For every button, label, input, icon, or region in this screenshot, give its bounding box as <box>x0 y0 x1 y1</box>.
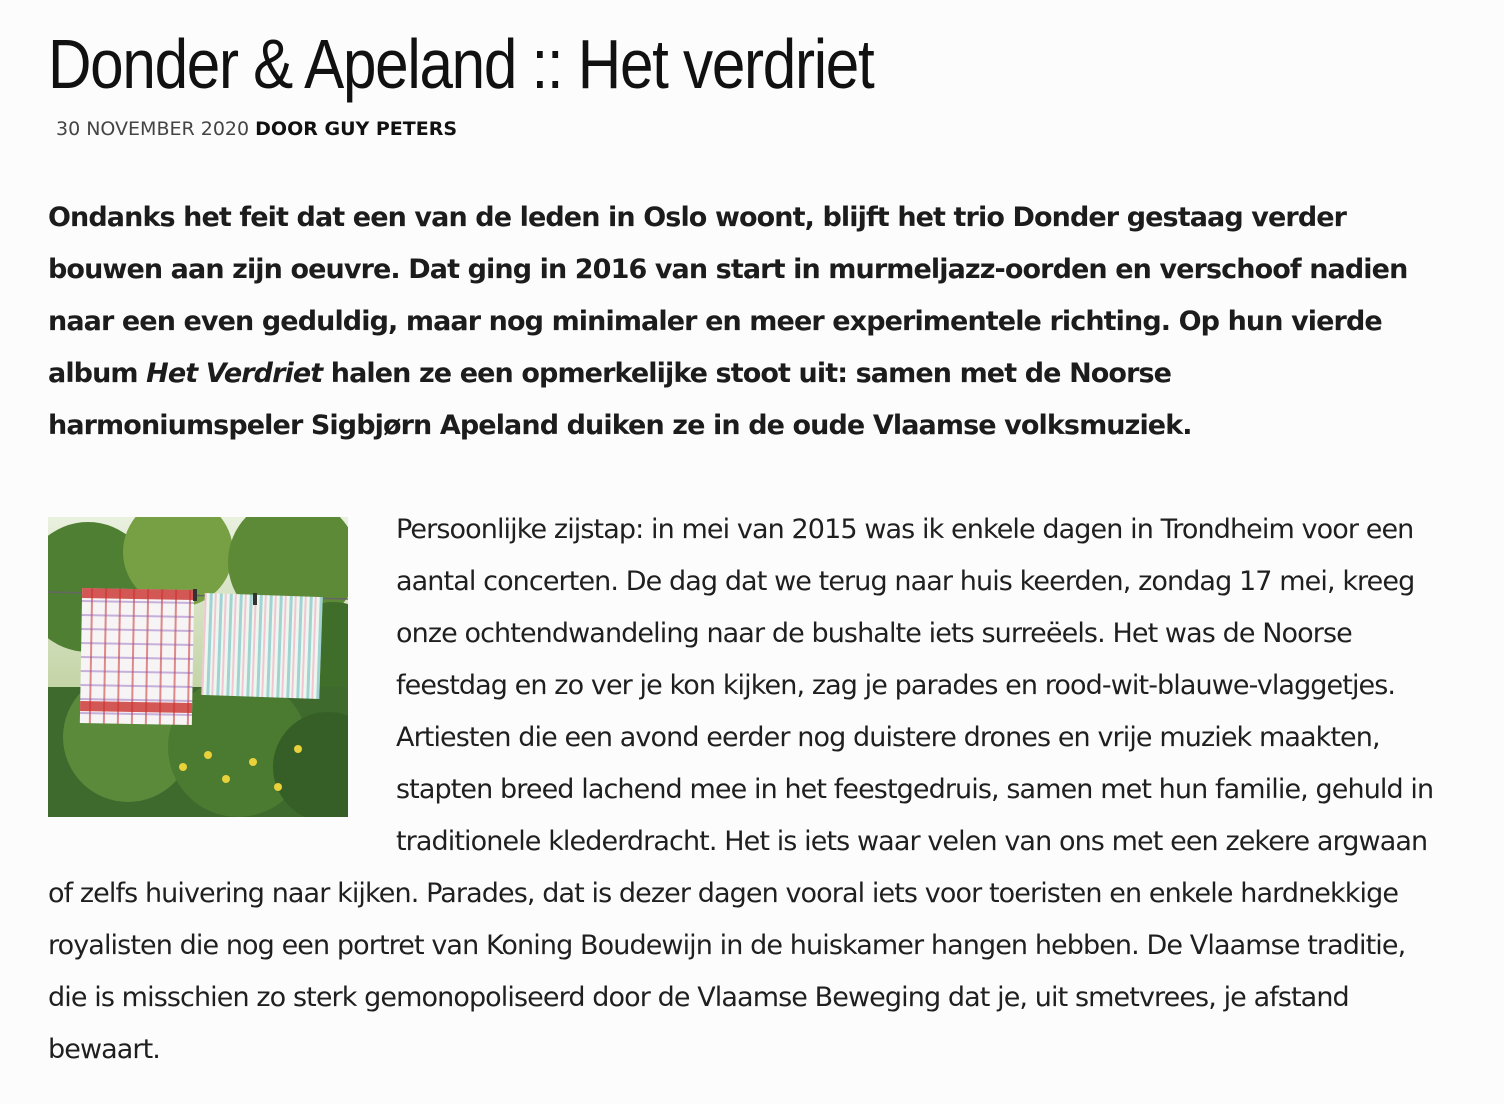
post-meta <box>56 116 1448 142</box>
lead-paragraph <box>48 192 1433 452</box>
album-title: Het Verdriet <box>146 358 323 389</box>
body-text: Persoonlijke zijstap: in mei van 2015 was ik enkele dagen in Trondheim voor een aantal concerten. De dag dat we terug naar huis keerden, zondag 17 mei, kreeg onze ochtendwandeling naar de bushalte iets surreëels. Het was de Noorse feestdag en zo ver je kon kijken, zag je parades en rood-wit-blauwe-vlaggetjes. Artiesten die een avond eerder nog duistere drones en vrije muziek maakten, stapten breed lachend mee in het feestgedruis, samen met hun familie, gehuld in traditionele klederdracht. Het is iets waar velen van ons met een zekere argwaan of zelfs huivering naar kijken. Parades, dat is dezer dagen vooral iets voor toeristen en enkele hardnekkige royalisten die nog een portret van Koning Boudewijn in de huiskamer hangen hebben. De Vlaamse traditie, die is misschien zo sterk gemonopoliseerd door de Vlaamse Beweging dat je, uit smetvrees, je afstand bewaart. <box>48 514 1434 1065</box>
post-date: 30 NOVEMBER 2020 <box>56 118 250 140</box>
tea-towels-photo-illustration <box>48 517 348 817</box>
author-prefix: DOOR <box>255 118 318 140</box>
author-name: GUY PETERS <box>324 118 458 140</box>
tea-towels-photo[interactable] <box>48 517 348 817</box>
post-author[interactable] <box>255 118 457 140</box>
lead-text-after: halen ze een opmerkelijke stoot uit: samen met de Noorse harmoniumspeler Sigbjørn Apeland duiken ze in de oude Vlaamse volksmuziek. <box>48 358 1192 441</box>
lead-text-before: Ondanks het feit dat een van de leden in Oslo woont, blijft het trio Donder gestaag verder bouwen aan zijn oeuvre. Dat ging in 2016 van start in murmeljazz-oorden en verschoof nadien naar een even geduldig, maar nog minimaler en meer experimentele richting. Op hun vierde album <box>48 202 1408 389</box>
body-paragraph <box>48 504 1438 1076</box>
post-title: Donder & Apeland :: Het verdriet <box>48 25 874 103</box>
article <box>48 22 1448 1065</box>
